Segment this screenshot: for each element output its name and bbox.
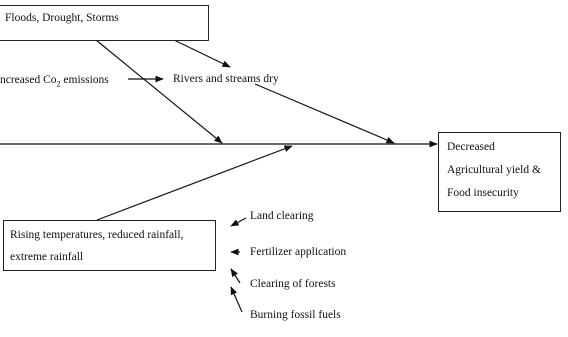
cause-box-floods [0,5,209,41]
driver-clearing-of-forests: Clearing of forests [250,278,336,290]
emissions-suffix: emissions [60,74,109,86]
fossil-fuels-arrow [231,287,242,312]
effect-line-3: Food insecurity [447,187,519,199]
rising-temperatures-line-2: extreme rainfall [10,251,84,263]
cause-floods-label: Floods, Drought, Storms [5,12,119,24]
floods-arrow [96,40,222,143]
cause-rivers-label: Rivers and streams dry [173,73,279,85]
effect-line-2: Agricultural yield & [447,164,541,176]
cause-box-rising-temperatures [3,220,216,271]
cause-emissions-label [0,73,109,91]
forests-arrow [231,269,240,283]
rising-temperatures-line-1: Rising temperatures, reduced rainfall, [10,229,184,241]
effect-box [438,132,561,212]
rivers-arrow [255,84,394,143]
effect-line-1: Decreased [447,141,495,153]
floods-to-rivers-arrow [174,40,230,67]
emissions-subscript: 2 [56,79,61,89]
driver-land-clearing: Land clearing [250,210,314,222]
land-clearing-arrow [231,218,246,226]
driver-burning-fossil-fuels: Burning fossil fuels [250,309,341,321]
emissions-prefix: ncreased Co [0,74,57,86]
driver-fertilizer-application: Fertilizer application [250,246,347,258]
